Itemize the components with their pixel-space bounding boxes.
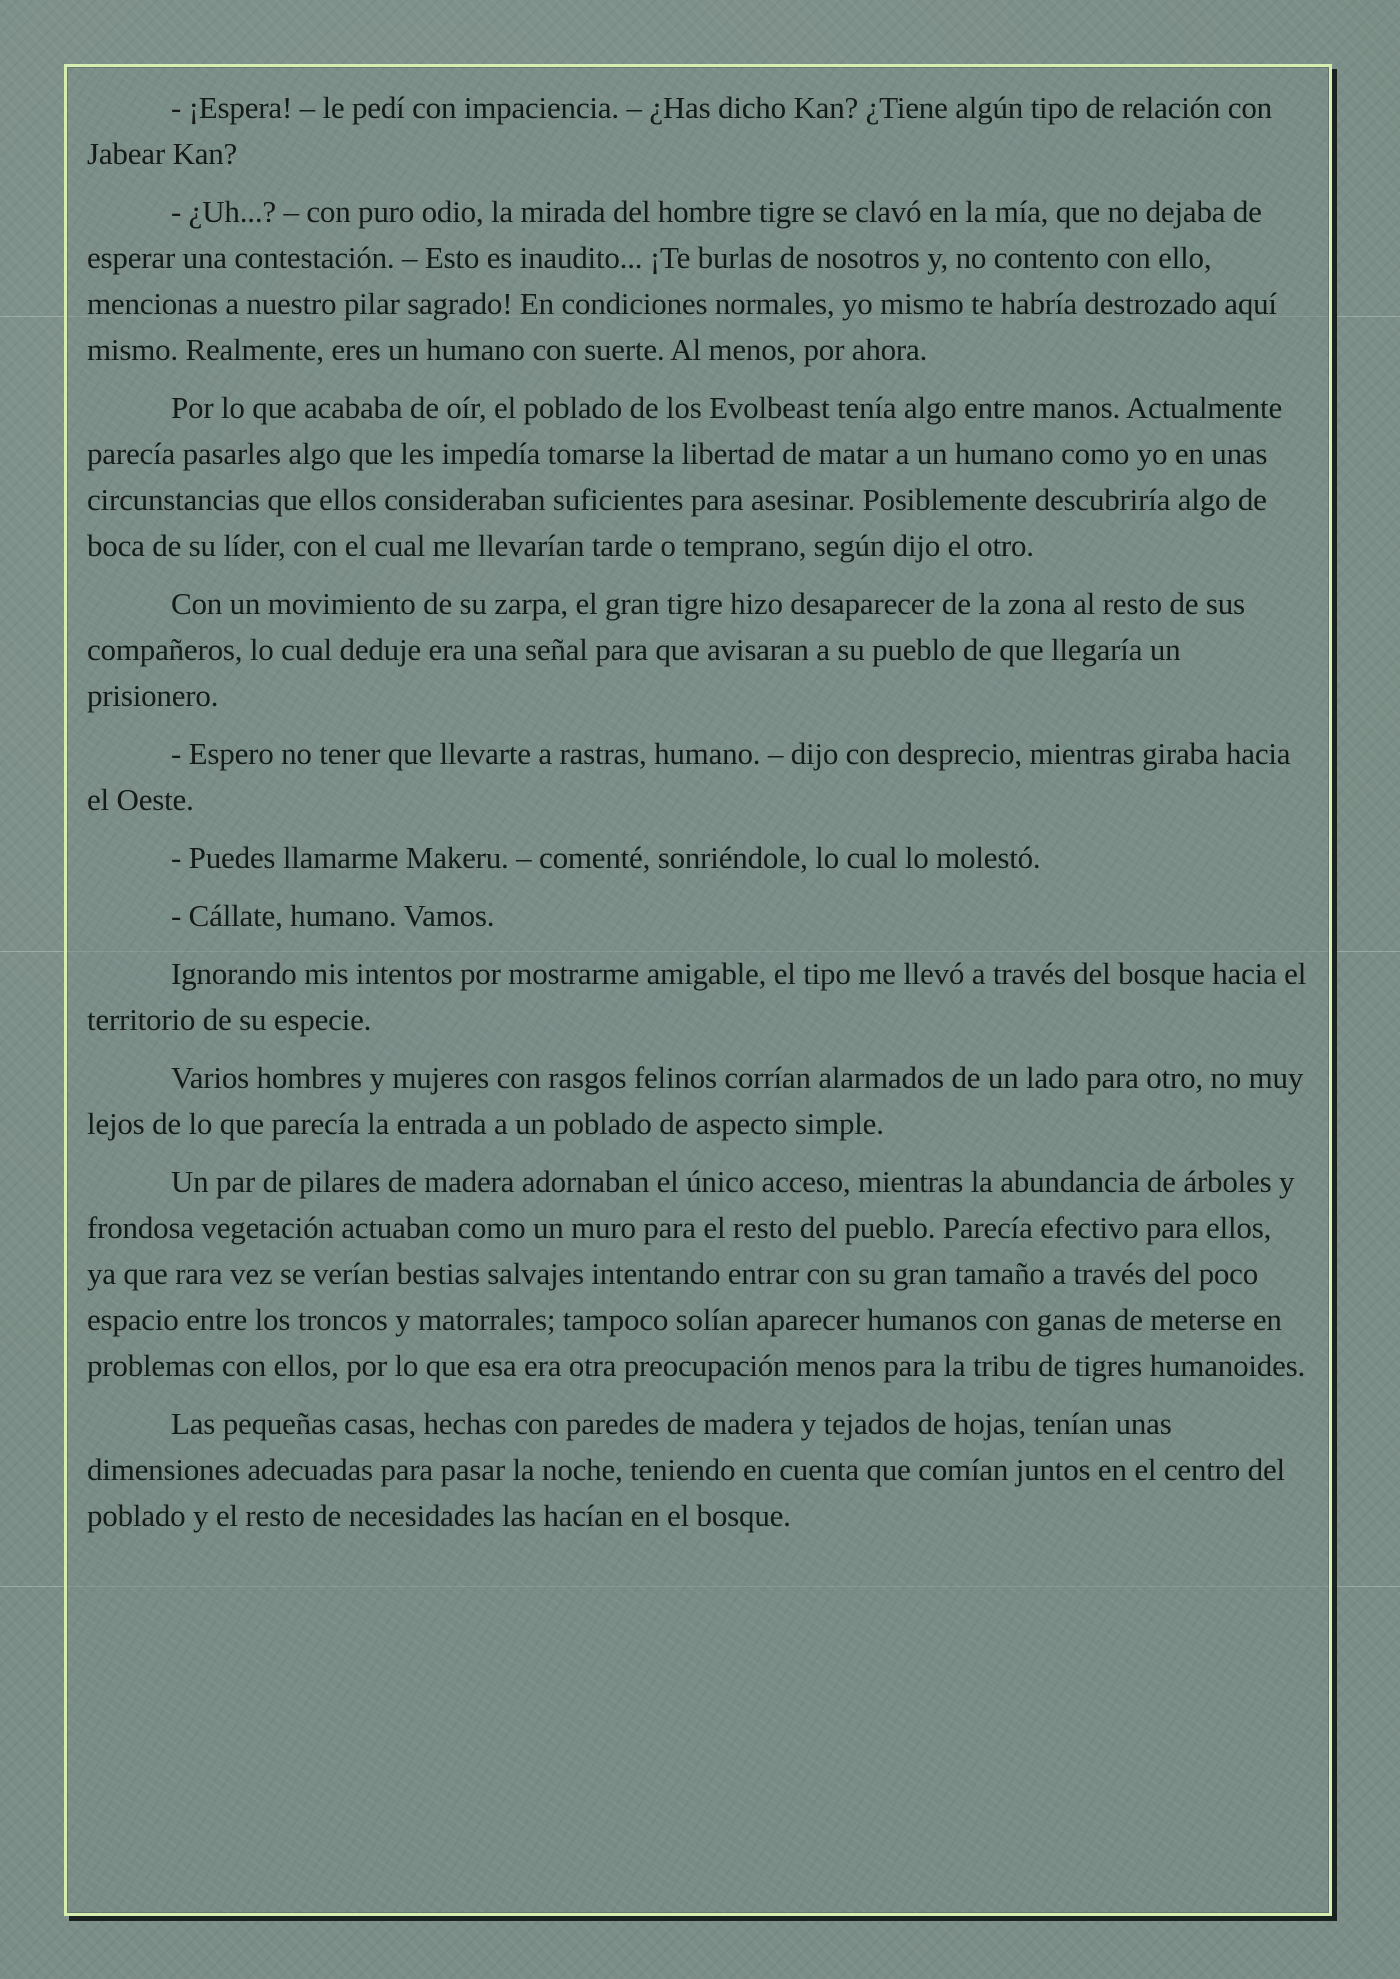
paragraph: - Puedes llamarme Makeru. – comenté, sonriéndole, lo cual lo molestó. [171,840,1041,875]
paragraph: Un par de pilares de madera adornaban el único acceso, mientras la abundancia de árboles y frondosa vegetación actuaban como un muro para el resto del pueblo. Parecía efectivo para ellos, ya que rara vez se verían bestias salvajes intentando entrar con su gran tamaño a través del poco espacio entre los troncos y matorrales; tampoco solían aparecer humanos con ganas de meterse en problemas con ellos, por lo que esa era otra preocupación menos para la tribu de tigres humanoides. [87,1164,1306,1383]
paragraph: - ¡Espera! – le pedí con impaciencia. – ¿Has dicho Kan? ¿Tiene algún tipo de relación con Jabear Kan? [87,90,1272,171]
paragraph: - Espero no tener que llevarte a rastras, humano. – dijo con desprecio, mientras giraba hacia el Oeste. [87,736,1291,817]
paragraph: - ¿Uh...? – con puro odio, la mirada del hombre tigre se clavó en la mía, que no dejaba de esperar una contestación. – Esto es inaudito... ¡Te burlas de nosotros y, no contento con ello, mencionas a nuestro pilar sagrado! En condiciones normales, yo mismo te habría destrozado aquí mismo. Realmente, eres un humano con suerte. Al menos, por ahora. [87,194,1277,367]
paragraph: Por lo que acababa de oír, el poblado de los Evolbeast tenía algo entre manos. Actualmente parecía pasarles algo que les impedía tomarse la libertad de matar a un humano como yo en unas circunstancias que ellos consideraban suficientes para asesinar. Posiblemente descubriría algo de boca de su líder, con el cual me llevarían tarde o temprano, según dijo el otro. [87,390,1283,563]
paragraph: Ignorando mis intentos por mostrarme amigable, el tipo me llevó a través del bosque hacia el territorio de su especie. [87,956,1307,1037]
paragraph: - Cállate, humano. Vamos. [171,898,495,933]
paragraph: Con un movimiento de su zarpa, el gran tigre hizo desaparecer de la zona al resto de sus compañeros, lo cual deduje era una señal para que avisaran a su pueblo de que llegaría un prisionero. [87,586,1245,713]
paragraph: Varios hombres y mujeres con rasgos felinos corrían alarmados de un lado para otro, no muy lejos de lo que parecía la entrada a un poblado de aspecto simple. [87,1060,1304,1141]
page-frame [64,64,1332,1916]
paragraph: Las pequeñas casas, hechas con paredes de madera y tejados de hojas, tenían unas dimensiones adecuadas para pasar la noche, teniendo en cuenta que comían juntos en el centro del poblado y el resto de necesidades las hacían en el bosque. [87,1406,1285,1533]
text-body [87,85,1307,1539]
